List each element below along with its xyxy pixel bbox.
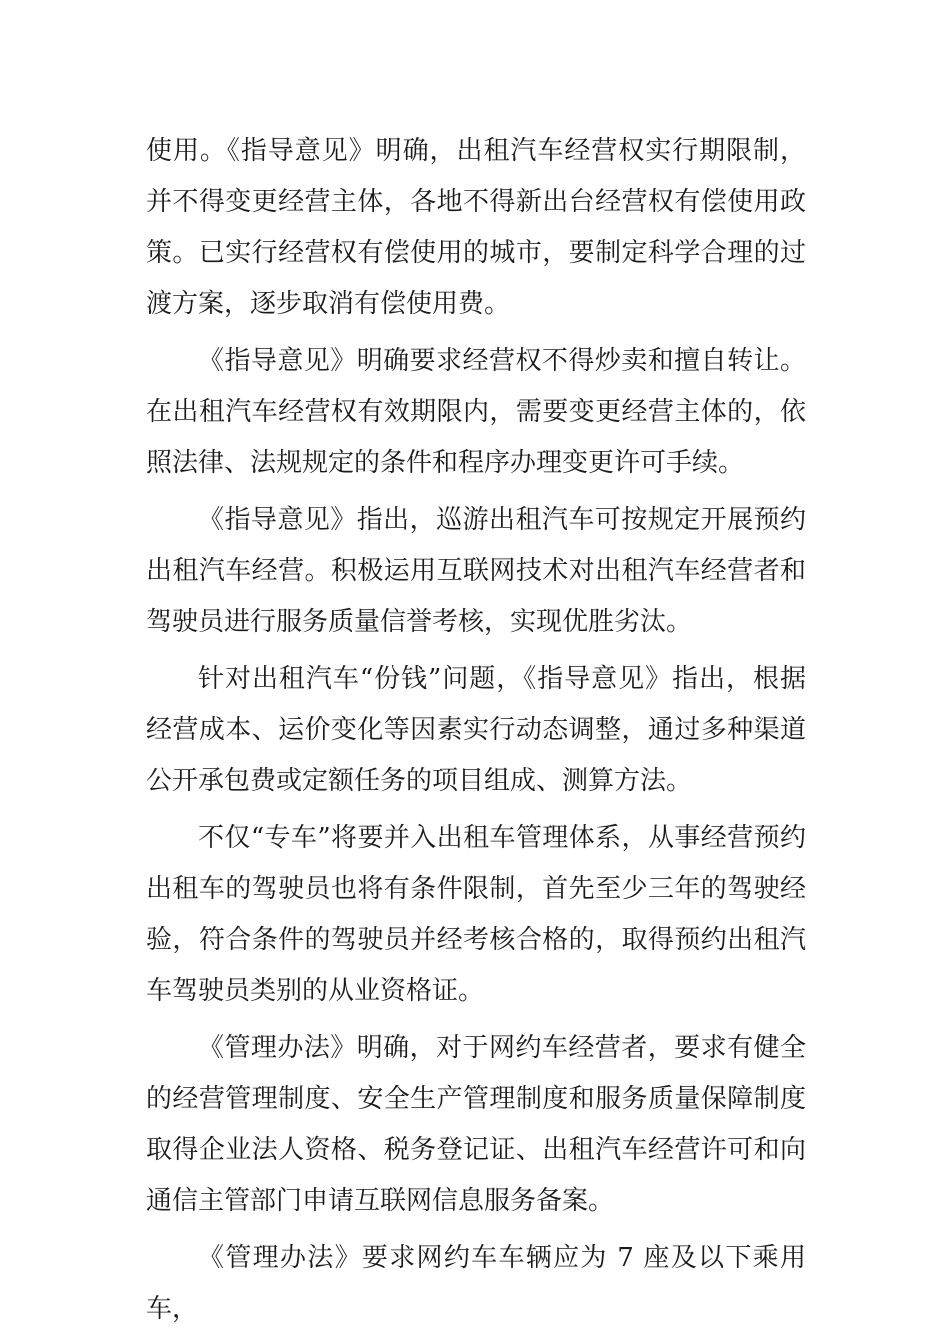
paragraph-1: 使用。《指导意见》明确，出租汽车经营权实行期限制，并不得变更经营主体，各地不得新出台经营权有偿使用政策。已实行经营权有偿使用的城市，要制定科学合理的过渡方案，逐步取消有偿使用费。 xyxy=(146,136,806,319)
paragraph-6: 《管理办法》明确，对于网约车经营者，要求有健全的经营管理制度、安全生产管理制度和服务质量保障制度取得企业法人资格、税务登记证、出租汽车经营许可和向通信主管部门申请互联网信息服务备案。 xyxy=(146,1033,806,1216)
paragraph-7: 《管理办法》要求网约车车辆应为 7 座及以下乘用车， xyxy=(146,1243,806,1324)
paragraph-2: 《指导意见》明确要求经营权不得炒卖和擅自转让。在出租汽车经营权有效期限内，需要变更经营主体的，依照法律、法规规定的条件和程序办理变更许可手续。 xyxy=(146,346,806,478)
paragraph-5: 不仅“专车”将要并入出租车管理体系，从事经营预约出租车的驾驶员也将有条件限制，首先至少三年的驾驶经验，符合条件的驾驶员并经考核合格的，取得预约出租汽车驾驶员类别的从业资格证。 xyxy=(146,823,806,1006)
paragraph-3: 《指导意见》指出，巡游出租汽车可按规定开展预约出租汽车经营。积极运用互联网技术对出租汽车经营者和驾驶员进行服务质量信誉考核，实现优胜劣汰。 xyxy=(146,505,806,637)
document-body xyxy=(146,126,806,1341)
paragraph-4: 针对出租汽车“份钱”问题，《指导意见》指出，根据经营成本、运价变化等因素实行动态调整，通过多种渠道公开承包费或定额任务的项目组成、测算方法。 xyxy=(146,664,806,796)
